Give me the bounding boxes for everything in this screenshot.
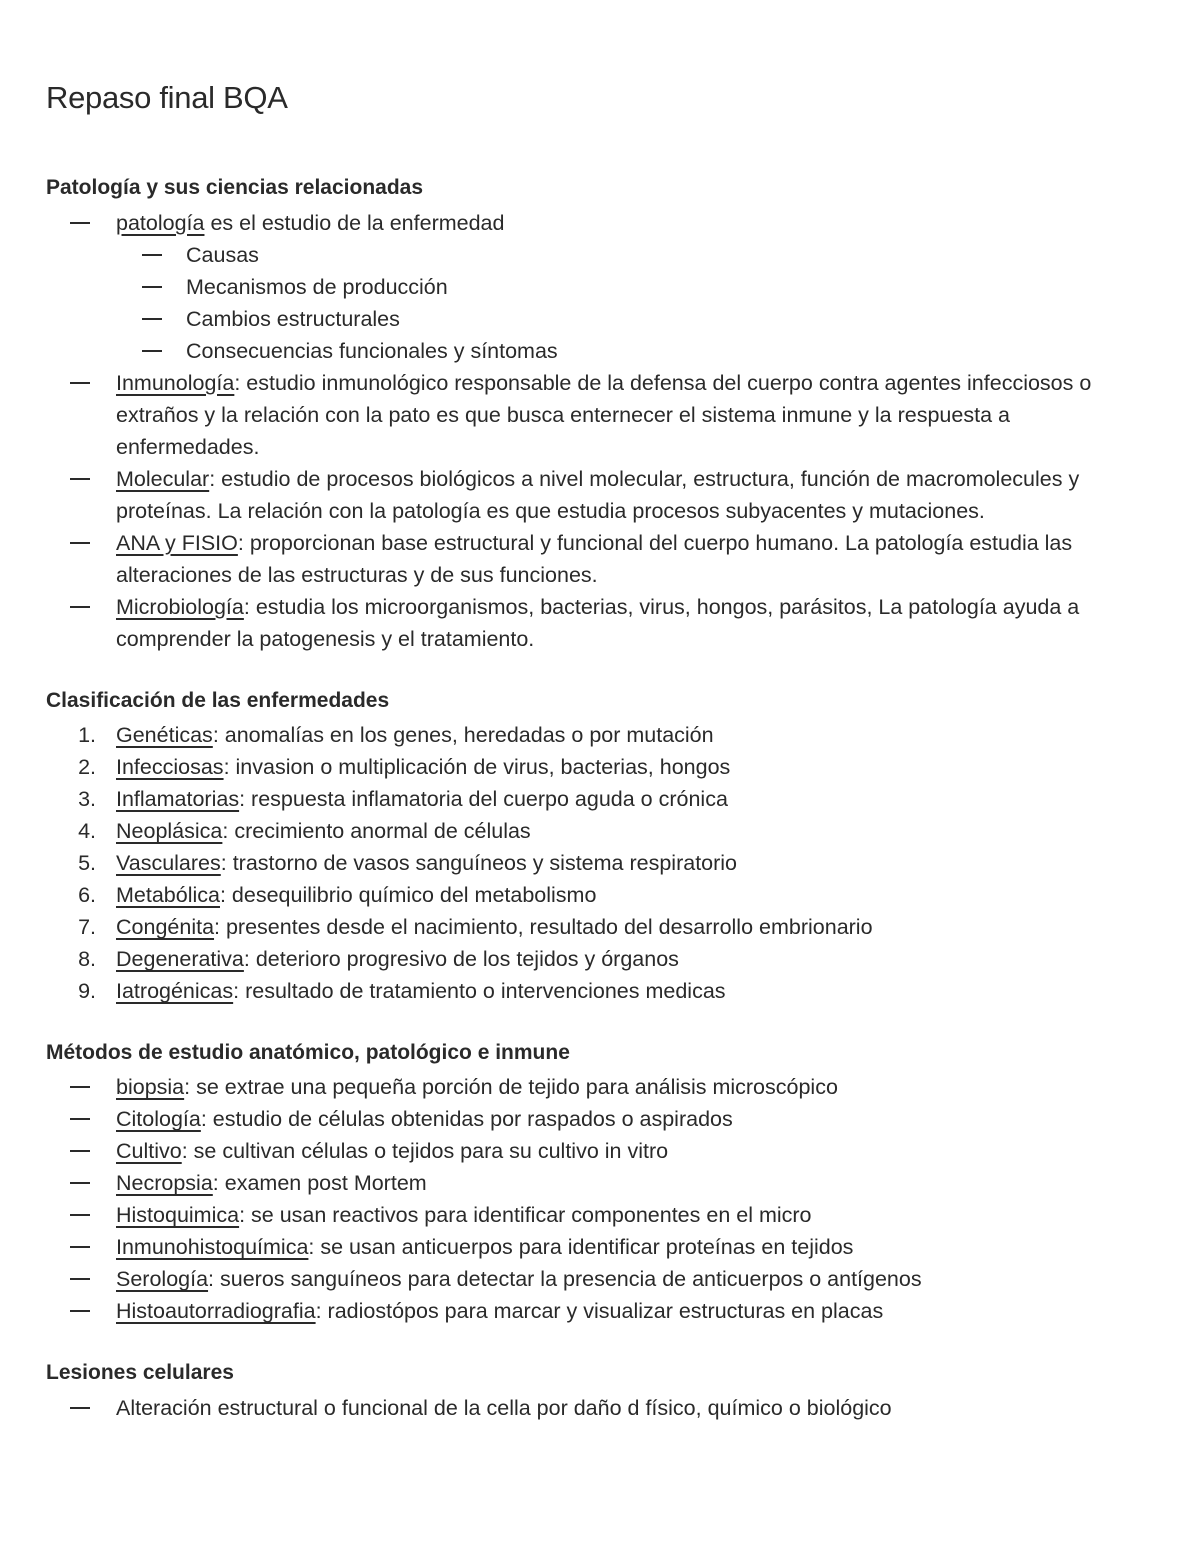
item-text: : crecimiento anormal de células — [222, 818, 531, 843]
item-text: : anomalías en los genes, heredadas o por mutación — [212, 722, 714, 747]
term: patología — [116, 210, 205, 235]
item-text: : deterioro progresivo de los tejidos y órganos — [243, 946, 679, 971]
item-text: : resultado de tratamiento o intervenciones medicas — [233, 978, 726, 1003]
term: Inmunología — [116, 370, 235, 395]
term: Vasculares — [116, 850, 221, 875]
item-text: : se usan anticuerpos para identificar proteínas en tejidos — [308, 1235, 854, 1260]
bullet-list — [46, 1392, 1154, 1424]
term: Iatrogénicas — [116, 978, 234, 1003]
section-heading: Clasificación de las enfermedades — [46, 688, 390, 712]
term: Histoquimica — [116, 1203, 240, 1228]
list-item — [46, 751, 1154, 783]
section-metodos — [46, 1039, 1154, 1327]
list-item — [46, 1231, 1154, 1263]
bullet-list — [46, 1071, 1154, 1327]
list-number: 6. — [78, 882, 96, 907]
list-number: 3. — [78, 786, 96, 811]
list-number: 7. — [78, 914, 96, 939]
item-text: : estudio de procesos biológicos a nivel molecular, estructura, función de macromolecules y proteínas. La relación con la patología es que estudia procesos subyacentes y mutaciones. — [116, 466, 1080, 523]
list-number: 5. — [78, 850, 96, 875]
item-text: : radiostópos para marcar y visualizar estructuras en placas — [315, 1299, 884, 1324]
list-item — [46, 783, 1154, 815]
item-text: : se cultivan células o tejidos para su cultivo in vitro — [181, 1139, 669, 1164]
bullet-list — [46, 207, 1154, 655]
sub-list-item — [46, 239, 1154, 271]
list-item — [46, 1071, 1154, 1103]
list-item — [46, 1295, 1154, 1327]
list-item — [46, 847, 1154, 879]
term: Degenerativa — [116, 946, 244, 971]
term: Congénita — [116, 914, 215, 939]
item-text: Causas — [186, 242, 259, 267]
section-heading: Lesiones celulares — [46, 1361, 234, 1385]
list-item — [46, 815, 1154, 847]
list-item — [46, 1263, 1154, 1295]
item-text: : estudia los microorganismos, bacterias, virus, hongos, parásitos, La patología ayuda a comprender la patogenesis y el tratamiento. — [116, 594, 1080, 651]
list-number: 8. — [78, 946, 96, 971]
list-item — [46, 207, 1154, 239]
term: Molecular — [116, 466, 210, 491]
item-text: : proporcionan base estructural y funcional del cuerpo humano. La patología estudia las alteraciones de las estructuras y de sus funciones. — [116, 530, 1073, 587]
term: Histoautorradiografia — [116, 1299, 316, 1324]
sub-list-item — [46, 271, 1154, 303]
section-heading: Patología y sus ciencias relacionadas — [46, 176, 424, 200]
sub-list-item — [46, 335, 1154, 367]
list-item — [46, 1392, 1154, 1424]
section-heading: Métodos de estudio anatómico, patológico e inmune — [46, 1040, 570, 1064]
page-title: Repaso final BQA — [46, 80, 288, 115]
section-patologia — [46, 174, 1154, 654]
item-text: : estudio de células obtenidas por raspados o aspirados — [200, 1107, 733, 1132]
section-clasificacion — [46, 687, 1154, 1007]
item-text: es el estudio de la enfermedad — [204, 210, 505, 235]
list-item — [46, 943, 1154, 975]
item-text: Alteración estructural o funcional de la cella por daño d físico, químico o biológico — [116, 1395, 892, 1420]
list-number: 2. — [78, 754, 96, 779]
list-item — [46, 911, 1154, 943]
list-item — [46, 1103, 1154, 1135]
term: ANA y FISIO — [116, 530, 238, 555]
list-number: 1. — [78, 722, 96, 747]
term: Metabólica — [116, 882, 220, 907]
list-item — [46, 1135, 1154, 1167]
list-item — [46, 1199, 1154, 1231]
list-number: 4. — [78, 818, 96, 843]
item-text: : se extrae una pequeña porción de tejido para análisis microscópico — [184, 1075, 838, 1100]
list-number: 9. — [78, 978, 96, 1003]
list-item — [46, 591, 1154, 655]
list-item — [46, 1167, 1154, 1199]
term: Necropsia — [116, 1171, 213, 1196]
list-item — [46, 719, 1154, 751]
term: Citología — [116, 1107, 201, 1132]
list-item — [46, 975, 1154, 1007]
list-item — [46, 463, 1154, 527]
term: Genéticas — [116, 722, 213, 747]
section-lesiones — [46, 1359, 1154, 1423]
item-text: : respuesta inflamatoria del cuerpo aguda o crónica — [239, 786, 728, 811]
sub-list-item — [46, 303, 1154, 335]
item-text: : presentes desde el nacimiento, resultado del desarrollo embrionario — [214, 914, 873, 939]
term: Microbiología — [116, 594, 244, 619]
item-text: : invasion o multiplicación de virus, bacterias, hongos — [223, 754, 731, 779]
term: Serología — [116, 1267, 209, 1292]
item-text: : estudio inmunológico responsable de la defensa del cuerpo contra agentes infecciosos o extraños y la relación con la pato es que busca enternecer el sistema inmune y la respuesta a enfermedades. — [116, 370, 1092, 459]
list-item — [46, 879, 1154, 911]
item-text: Mecanismos de producción — [186, 274, 448, 299]
item-text: : trastorno de vasos sanguíneos y sistema respiratorio — [220, 850, 738, 875]
list-item — [46, 527, 1154, 591]
term: Cultivo — [116, 1139, 182, 1164]
term: Neoplásica — [116, 818, 223, 843]
term: Inflamatorias — [116, 786, 240, 811]
term: Infecciosas — [116, 754, 224, 779]
item-text: : sueros sanguíneos para detectar la presencia de anticuerpos o antígenos — [208, 1267, 922, 1292]
item-text: : examen post Mortem — [212, 1171, 427, 1196]
item-text: Cambios estructurales — [186, 306, 400, 331]
term: biopsia — [116, 1075, 185, 1100]
item-text: : desequilibrio químico del metabolismo — [219, 882, 597, 907]
term: Inmunohistoquímica — [116, 1235, 309, 1260]
numbered-list — [46, 719, 1154, 1007]
list-item — [46, 367, 1154, 463]
item-text: : se usan reactivos para identificar componentes en el micro — [239, 1203, 812, 1228]
item-text: Consecuencias funcionales y síntomas — [186, 338, 558, 363]
